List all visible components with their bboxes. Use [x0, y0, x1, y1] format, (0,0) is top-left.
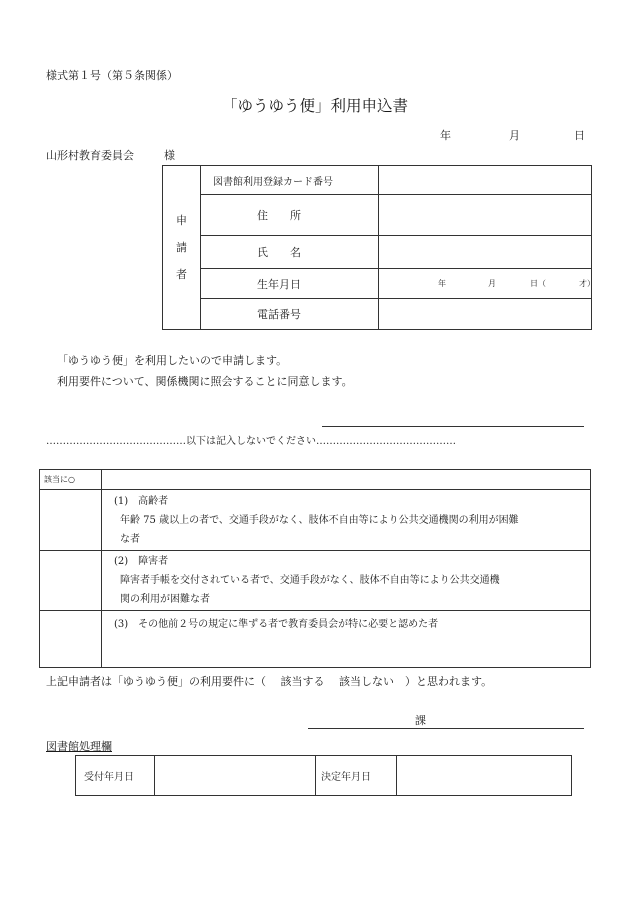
applicant-side-label	[163, 166, 201, 330]
check-cell-other[interactable]	[40, 611, 102, 668]
statement-line-2: 利用要件について、関係機関に照会することに同意します。	[57, 375, 353, 388]
side-label-char: 請	[176, 241, 187, 254]
conclusion-text: 上記申請者は「ゆうゆう便」の利用要件に（ 該当する 該当しない ）と思われます。	[46, 675, 493, 688]
decision-date-field[interactable]	[397, 756, 572, 796]
criterion-title: (2) 障害者	[114, 556, 169, 567]
field-name[interactable]	[379, 236, 592, 269]
applicant-table	[162, 165, 595, 330]
library-section-title: 図書館処理欄	[46, 740, 112, 753]
page-title: 「ゆうゆう便」利用申込書	[221, 97, 408, 115]
criterion-body: 関の利用が困難な者	[120, 594, 210, 605]
statement-line-1: 「ゆうゆう便」を利用したいので申請します。	[57, 354, 288, 367]
signature-line[interactable]	[322, 426, 584, 427]
row-label-name: 氏 名	[201, 236, 379, 269]
side-label-char: 者	[176, 268, 187, 281]
row-label-address: 住 所	[201, 195, 379, 236]
form-number: 様式第１号（第５条関係）	[46, 69, 178, 82]
check-cell-disabled[interactable]	[40, 551, 102, 611]
birth-month-label: 月	[488, 279, 496, 288]
criterion-disabled	[102, 551, 591, 611]
field-address[interactable]	[379, 195, 592, 236]
decision-date-label: 決定年月日	[316, 756, 397, 796]
section-label: 課	[415, 714, 426, 727]
eligibility-header-blank	[102, 470, 591, 490]
birth-year-label: 年	[438, 279, 446, 288]
addressee-honorific: 様	[164, 149, 175, 162]
row-label-birthdate: 生年月日	[201, 269, 379, 299]
field-birthdate[interactable]	[379, 269, 595, 299]
criterion-title: (1) 高齢者	[114, 495, 169, 507]
criterion-title: (3) その他前２号の規定に準ずる者で教育委員会が特に必要と認めた者	[114, 619, 439, 630]
eligibility-table	[39, 469, 591, 668]
criterion-body: 障害者手帳を交付されている者で、交通手段がなく、肢体不自由等により公共交通機	[120, 575, 500, 586]
birth-day-label: 日（	[530, 279, 546, 288]
date-month-label: 月	[509, 129, 520, 142]
side-label-char: 申	[176, 214, 187, 227]
criterion-body: 年齢 75 歳以上の者で、交通手段がなく、肢体不自由等により公共交通機関の利用が困難	[120, 514, 519, 526]
received-date-label: 受付年月日	[76, 756, 155, 796]
received-date-field[interactable]	[155, 756, 316, 796]
birth-age-label: 才）	[579, 279, 595, 288]
section-line[interactable]	[308, 728, 584, 729]
field-card-number[interactable]	[379, 166, 592, 195]
row-label-card-number: 図書館利用登録カード番号	[201, 166, 379, 195]
eligibility-header: 該当に○	[40, 470, 102, 490]
field-phone[interactable]	[379, 299, 592, 330]
criterion-other	[102, 611, 591, 668]
criterion-elderly	[102, 490, 591, 551]
addressee-org: 山形村教育委員会	[46, 149, 134, 162]
date-day-label: 日	[574, 129, 585, 142]
criterion-body: な者	[120, 533, 140, 545]
date-year-label: 年	[440, 129, 451, 142]
library-table	[75, 755, 572, 796]
row-label-phone: 電話番号	[201, 299, 379, 330]
check-cell-elderly[interactable]	[40, 490, 102, 551]
office-use-divider: ……………………………………以下は記入しないでください……………………………………	[46, 436, 456, 447]
